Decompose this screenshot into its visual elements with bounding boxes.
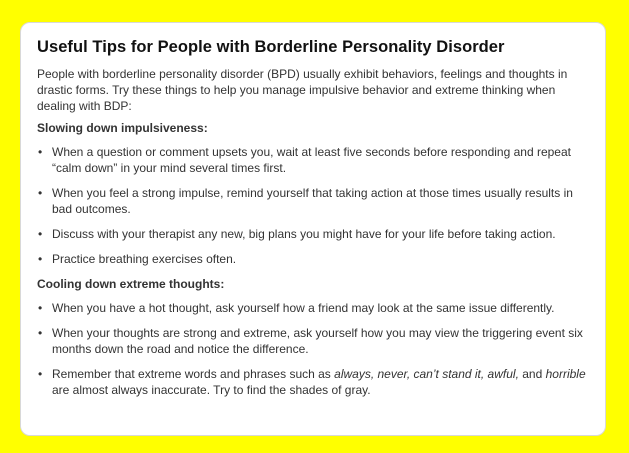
list-item-text: When you have a hot thought, ask yourself how a friend may look at the same issue differently. bbox=[52, 301, 555, 315]
intro-paragraph: People with borderline personality disorder (BPD) usually exhibit behaviors, feelings and thoughts in drastic forms. Try these things to help you manage impulsive behavior and extreme thinking when dealing with BDP: bbox=[37, 67, 568, 113]
bullet-icon: • bbox=[38, 367, 43, 381]
list-item bbox=[37, 144, 589, 176]
list-item-text: Remember that extreme words and phrases such as always, never, can’t stand it, awful, and horrible are almost always inaccurate. Try to find the shades of gray. bbox=[52, 367, 586, 397]
bullet-icon: • bbox=[38, 227, 43, 241]
bullet-icon: • bbox=[38, 252, 43, 266]
tips-card bbox=[20, 22, 606, 436]
list-item-text: When you feel a strong impulse, remind yourself that taking action at those times usually results in bad outcomes. bbox=[52, 186, 573, 216]
bullet-icon: • bbox=[38, 301, 43, 315]
list-item bbox=[37, 226, 589, 242]
list-item-text: When a question or comment upsets you, wait at least five seconds before responding and repeat “calm down” in your mind several times first. bbox=[52, 145, 571, 175]
list-item bbox=[37, 185, 589, 217]
bullet-icon: • bbox=[38, 326, 43, 340]
bullet-icon: • bbox=[38, 186, 43, 200]
impulsiveness-list bbox=[37, 144, 589, 267]
list-item bbox=[37, 325, 589, 357]
section-heading-impulsiveness: Slowing down impulsiveness: bbox=[37, 121, 208, 135]
list-item bbox=[37, 366, 589, 398]
extreme-thoughts-list bbox=[37, 300, 589, 398]
emphasis-word-horrible: horrible bbox=[545, 367, 586, 381]
bullet-icon: • bbox=[38, 145, 43, 159]
section-heading-extreme-thoughts: Cooling down extreme thoughts: bbox=[37, 277, 225, 291]
list-item bbox=[37, 300, 589, 316]
page-title: Useful Tips for People with Borderline Personality Disorder bbox=[37, 38, 505, 56]
list-item bbox=[37, 251, 589, 267]
list-item-text: When your thoughts are strong and extreme, ask yourself how you may view the triggering event six months down the road and notice the difference. bbox=[52, 326, 583, 356]
list-item-text: Practice breathing exercises often. bbox=[52, 252, 237, 266]
emphasis-words: always, never, can’t stand it, awful, bbox=[334, 367, 519, 381]
list-item-text: Discuss with your therapist any new, big plans you might have for your life before taking action. bbox=[52, 227, 556, 241]
